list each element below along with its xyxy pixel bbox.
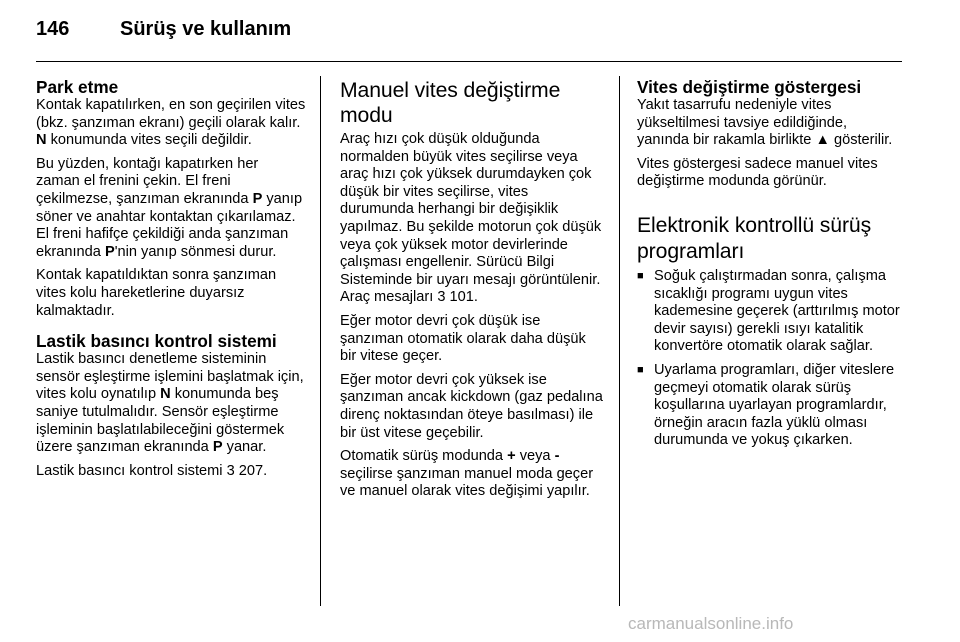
heading-park-etme: Park etme bbox=[36, 77, 119, 97]
bullet-square-icon: ■ bbox=[637, 363, 644, 376]
paragraph: Araç hızı çok düşük olduğunda normalden büyük vites seçilirse veya araç hızı çok yüksek durumdayken çok düşük bir vites seçilirse, vites durumunda herhangi bir değişiklik yapılmaz. Bu şekilde motorun çok düşük veya çok yüksek motor devirlerinde çalışması engellenir. Sürücü Bilgi Sisteminde bir uyarı mesajı görüntülenir. Araç mesajları 3 101. bbox=[340, 131, 602, 306]
column-right bbox=[637, 78, 903, 456]
paragraph: Yakıt tasarrufu nedeniyle vites yükseltilmesi tavsiye edildiğinde, yanında bir rakamla birlikte ▲ gösterilir. bbox=[637, 97, 893, 149]
heading-lastik-basinci: Lastik basıncı kontrol sistemi bbox=[36, 331, 277, 352]
paragraph: Eğer motor devri çok düşük ise şanzıman otomatik olarak daha düşük bir vitese geçer. bbox=[340, 312, 586, 365]
watermark: carmanualsonline.info bbox=[628, 614, 794, 633]
column-left bbox=[36, 78, 306, 486]
page-reference-icon: 3 bbox=[437, 289, 446, 306]
page-header bbox=[36, 18, 291, 48]
list-item: ■ Soğuk çalıştırmadan sonra, çalışma sıcaklığı programı uygun vites kademesine geçerek (arttırılmış motor devir sayısı) gerekli ısıyı katalitik konvertöre otomatik olarak sağlar. bbox=[637, 267, 900, 355]
paragraph: Vites göstergesi sadece manuel vites değiştirme modunda görünür. bbox=[637, 155, 878, 190]
paragraph: Lastik basıncı denetleme sisteminin sensör eşleştirme işlemini başlatmak için, vites kolu oynatılıp N konumunda beş saniye tutulmalıdır. Sensör eşleştirme işleminin başlatılabileceğini göstermek üzere şanzıman ekranında P yanar. bbox=[36, 351, 304, 456]
bullet-square-icon: ■ bbox=[637, 269, 644, 282]
column-divider bbox=[320, 76, 321, 606]
paragraph: Lastik basıncı kontrol sistemi 3 207. bbox=[36, 462, 268, 479]
paragraph: Kontak kapatıldıktan sonra şanzıman vites kolu hareketlerine duyarsız kalmaktadır. bbox=[36, 267, 277, 319]
list-item: ■ Uyarlama programları, diğer viteslere geçmeyi otomatik olarak sürüş koşullarına uyarlayan programlardır, örneğin aracın fazla yüklü olması durumunda ve yokuş çıkarken. bbox=[637, 361, 895, 449]
heading-manuel-vites: Manuel vites değiştirme modu bbox=[340, 79, 561, 127]
page-number: 146 bbox=[36, 18, 70, 40]
page-reference-icon: 3 bbox=[226, 462, 235, 479]
paragraph: Eğer motor devri çok yüksek ise şanzıman ancak kickdown (gaz pedalına direnç noktasından öteye basılması) ile bir üst vitese geçebilir. bbox=[340, 371, 603, 441]
paragraph: Bu yüzden, kontağı kapatırken her zaman el frenini çekin. El freni çekilmezse, şanzıman ekranında P yanıp söner ve anahtar kontaktan çıkarılamaz. El freni hafifçe çekildiği anda şanzıman ekranında P'nin yanıp sönmesi durur. bbox=[36, 155, 303, 260]
heading-elektronik-programlar: Elektronik kontrollü sürüş programları bbox=[637, 213, 872, 263]
page-title: Sürüş ve kullanım bbox=[120, 18, 292, 40]
paragraph: Otomatik sürüş modunda + veya - seçilirse şanzıman manuel moda geçer ve manuel olarak vites değişimi yapılır. bbox=[340, 448, 594, 500]
paragraph: Kontak kapatılırken, en son geçirilen vites (bkz. şanzıman ekranı) geçili olarak kalır. N konumunda vites seçili değildir. bbox=[36, 97, 306, 149]
column-divider bbox=[619, 76, 620, 606]
heading-vites-gostergesi: Vites değiştirme göstergesi bbox=[637, 77, 862, 97]
shift-up-arrow-icon: ▲ bbox=[815, 132, 830, 149]
header-rule bbox=[36, 61, 902, 62]
column-middle bbox=[340, 78, 604, 507]
